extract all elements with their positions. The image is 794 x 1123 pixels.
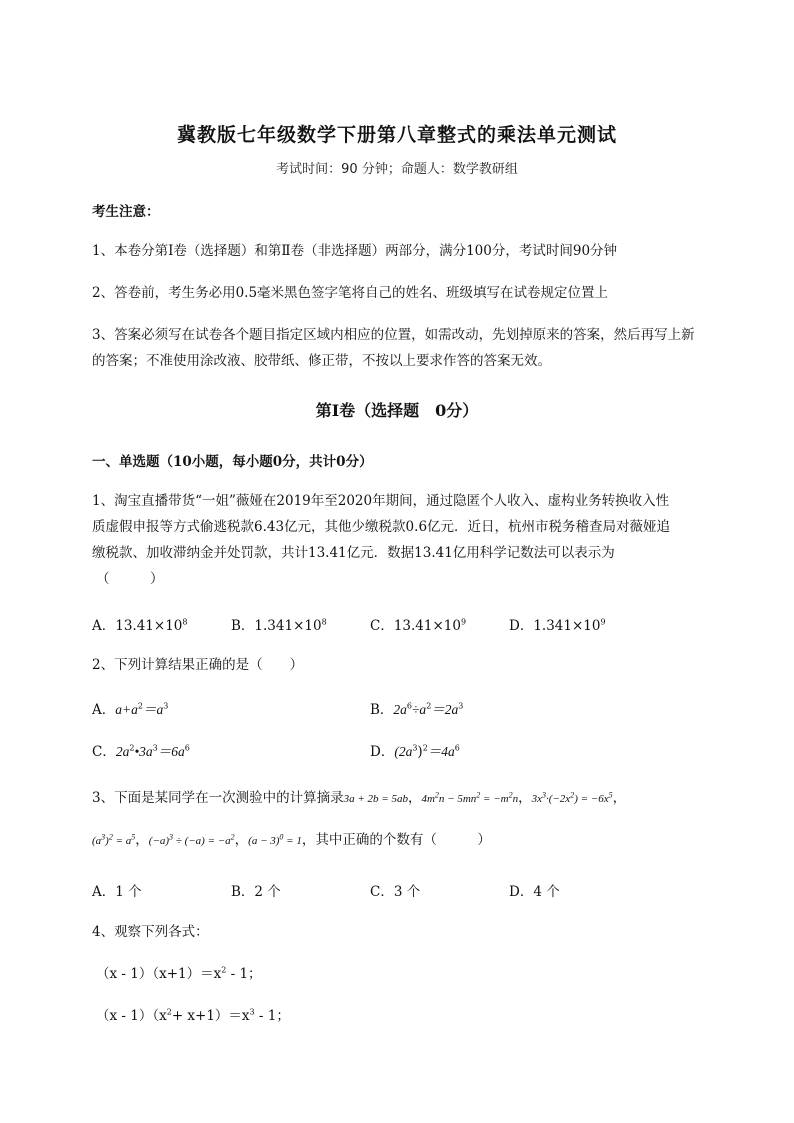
q3-expr-4: $(a^3)^2 = a^5$ (92, 832, 136, 847)
notice-item-3-continued: 的答案；不准使用涂改液、胶带纸、修正带，不按以上要求作答的答案无效。 (92, 353, 551, 369)
q3-option-d[interactable]: D．4 个 (509, 884, 560, 900)
q2-option-c[interactable]: C．$2a^2•3a^3=6a^6$ (92, 743, 190, 760)
q3-expr-3: $3x^3\cdot(-2x^2) = -6x^5$ (531, 790, 613, 805)
q3-expr-1: 3a + 2b = 5ab (343, 793, 408, 805)
q4-formula-1: $(x - 1)(x+1)=x^2 - 1$； (96, 965, 262, 982)
notice-item-3: 3、答案必须写在试卷各个题目指定区域内相应的位置，如需改动，先划掉原来的答案，然后再写上新 (92, 327, 695, 343)
q3-option-b[interactable]: B．2 个 (231, 884, 281, 900)
q2-option-d[interactable]: D．$(2a^3)^2=4a^6$ (370, 743, 460, 760)
q2-option-a[interactable]: A．$a+a^2=a^3$ (92, 701, 169, 718)
q1-line-1: 1、淘宝直播带货“一姐”薇娅在2019年至2020年期间，通过隐匿个人收入、虚构业务转换收入性 (92, 493, 670, 509)
document-title: 冀教版七年级数学下册第八章整式的乘法单元测试 (176, 124, 617, 146)
q3-expr-6: $(a - 3)^0 = 1$ (248, 832, 302, 847)
q1-option-a[interactable]: A．$13.41\times 10^8$ (92, 617, 188, 634)
q3-line-1: 3、下面是某同学在一次测验中的计算摘录3a + 2b = 5ab，$4m^2n - 5mn^2 = -m^2n$，$3x^3\cdot(-2x^2) = -6x^5$， (92, 790, 627, 806)
q2-option-b[interactable]: B．$2a^6\div a^2=2a^3$ (370, 701, 464, 718)
q3-option-a[interactable]: A．1 个 (92, 884, 142, 900)
q1-option-b[interactable]: B．$1.341\times 10^8$ (231, 617, 327, 634)
section-title: 第Ⅰ卷（选择题 0分） (315, 401, 479, 420)
notice-item-1: 1、本卷分第Ⅰ卷（选择题）和第Ⅱ卷（非选择题）两部分，满分100分，考试时间90分钟 (92, 243, 618, 259)
notice-item-2: 2、答卷前，考生务必用0.5毫米黑色签字笔将自己的姓名、班级填写在试卷规定位置上 (92, 285, 609, 301)
q3-expr-5: $(-a)^3 \div (-a) = -a^2$ (148, 832, 235, 847)
q3-option-c[interactable]: C．3 个 (370, 884, 421, 900)
q2-stem: 2、下列计算结果正确的是（ ） (92, 657, 304, 673)
q1-line-3: 缴税款、加收滞纳金并处罚款，共计13.41亿元．数据13.41亿用科学记数法可以表示为 (92, 545, 615, 561)
q3-line-2: $(a^3)^2 = a^5$，$(-a)^3 \div (-a) = -a^2$，$(a - 3)^0 = 1$，其中正确的个数有（ ） (92, 832, 491, 848)
q1-option-d[interactable]: D．$1.341\times 10^9$ (509, 617, 606, 634)
part-heading: 一、单选题（10小题，每小题0分，共计0分） (92, 454, 373, 470)
q4-formula-2: $(x - 1)(x^2+ x+1)=x^3 - 1$； (96, 1007, 290, 1024)
q4-stem: 4、观察下列各式： (92, 924, 209, 940)
q1-answer-blank: （ ） (96, 571, 164, 587)
q1-line-2: 质虚假申报等方式偷逃税款6.43亿元，其他少缴税款0.6亿元．近日，杭州市税务稽查局对薇娅追 (92, 519, 671, 535)
q1-option-c[interactable]: C．$13.41\times 10^9$ (370, 617, 467, 634)
document-subtitle: 考试时间：90 分钟；命题人：数学教研组 (276, 162, 518, 177)
notice-heading: 考生注意： (92, 204, 160, 220)
q3-expr-2: $4m^2n - 5mn^2 = -m^2n$ (421, 790, 519, 805)
